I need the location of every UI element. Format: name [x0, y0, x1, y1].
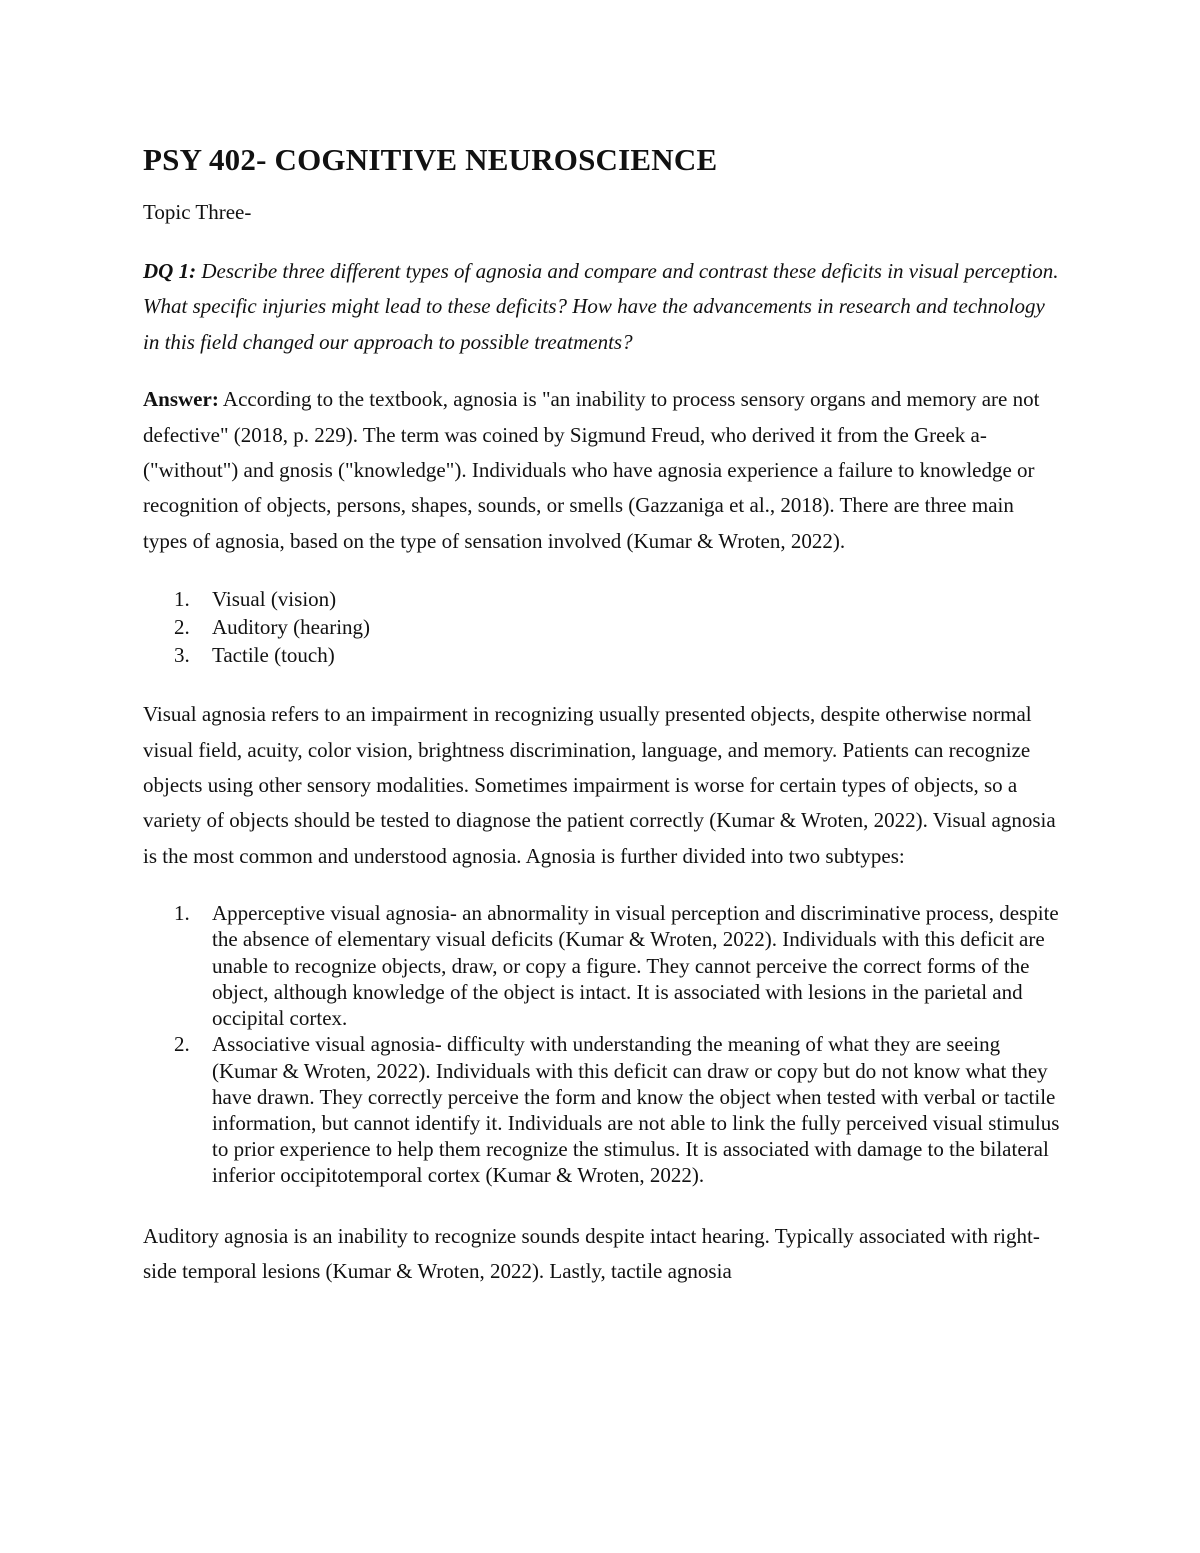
list-item-text: Apperceptive visual agnosia- an abnormality in visual perception and discriminative process, despite the absence of elementary visual deficits (Kumar & Wroten, 2022). Individuals with this deficit are unable to recognize objects, draw, or copy a figure. They cannot perceive the correct forms of the object, although knowledge of the object is intact. It is associated with lesions in the parietal and occipital cortex. [212, 901, 1059, 1031]
dq-label: DQ 1: [143, 259, 197, 283]
list-item [143, 900, 1063, 1031]
list-number: 2. [174, 1032, 190, 1057]
list-number: 3. [174, 643, 190, 668]
auditory-agnosia-paragraph: Auditory agnosia is an inability to recognize sounds despite intact hearing. Typically associated with right-side temporal lesions (Kumar & Wroten, 2022). Lastly, tactile agnosia [143, 1223, 1040, 1283]
document-title: PSY 402- COGNITIVE NEUROSCIENCE [143, 142, 718, 177]
list-item [143, 613, 1063, 641]
list-item [143, 585, 1063, 613]
list-number: 2. [174, 615, 190, 640]
list-item-text: Tactile (touch) [212, 643, 335, 668]
discussion-question [143, 254, 1063, 360]
agnosia-types-list [143, 585, 1063, 669]
visual-subtypes-list [143, 900, 1063, 1188]
list-item-text: Visual (vision) [212, 587, 337, 612]
list-item-text: Associative visual agnosia- difficulty with understanding the meaning of what they are seeing (Kumar & Wroten, 2022). Individuals with this deficit can draw or copy but do not know what they have drawn. They correctly perceive the form and know the object when tested with verbal or tactile information, but cannot identify it. Individuals are not able to link the fully perceived visual stimulus to prior experience to help them recognize the stimulus. It is associated with damage to the bilateral inferior occipitotemporal cortex (Kumar & Wroten, 2022). [212, 1032, 1060, 1188]
list-number: 1. [174, 587, 190, 612]
topic-line: Topic Three- [143, 200, 252, 224]
answer-paragraph [143, 382, 1063, 559]
list-number: 1. [174, 901, 190, 926]
document-page [143, 140, 1063, 1289]
answer-label: Answer: [143, 387, 219, 412]
dq-text: Describe three different types of agnosia and compare and contrast these deficits in visual perception. What specific injuries might lead to these deficits? How have the advancements in research and technology in this field changed our approach to possible treatments? [143, 259, 1059, 354]
list-item-text: Auditory (hearing) [212, 615, 371, 640]
list-item [143, 641, 1063, 669]
answer-text: According to the textbook, agnosia is "an inability to process sensory organs and memory are not defective" (2018, p. 229). The term was coined by Sigmund Freud, who derived it from the Greek a- ("without") and gnosis ("knowledge"). Individuals who have agnosia experience a failure to knowledge or recognition of objects, persons, shapes, sounds, or smells (Gazzaniga et al., 2018). There are three main types of agnosia, based on the type of sensation involved (Kumar & Wroten, 2022). [143, 387, 1040, 553]
list-item [143, 1031, 1063, 1188]
visual-agnosia-paragraph: Visual agnosia refers to an impairment in recognizing usually presented objects, despite otherwise normal visual field, acuity, color vision, brightness discrimination, language, and memory. Patients can recognize objects using other sensory modalities. Sometimes impairment is worse for certain types of objects, so a variety of objects should be tested to diagnose the patient correctly (Kumar & Wroten, 2022). Visual agnosia is the most common and understood agnosia. Agnosia is further divided into two subtypes: [143, 702, 1056, 868]
